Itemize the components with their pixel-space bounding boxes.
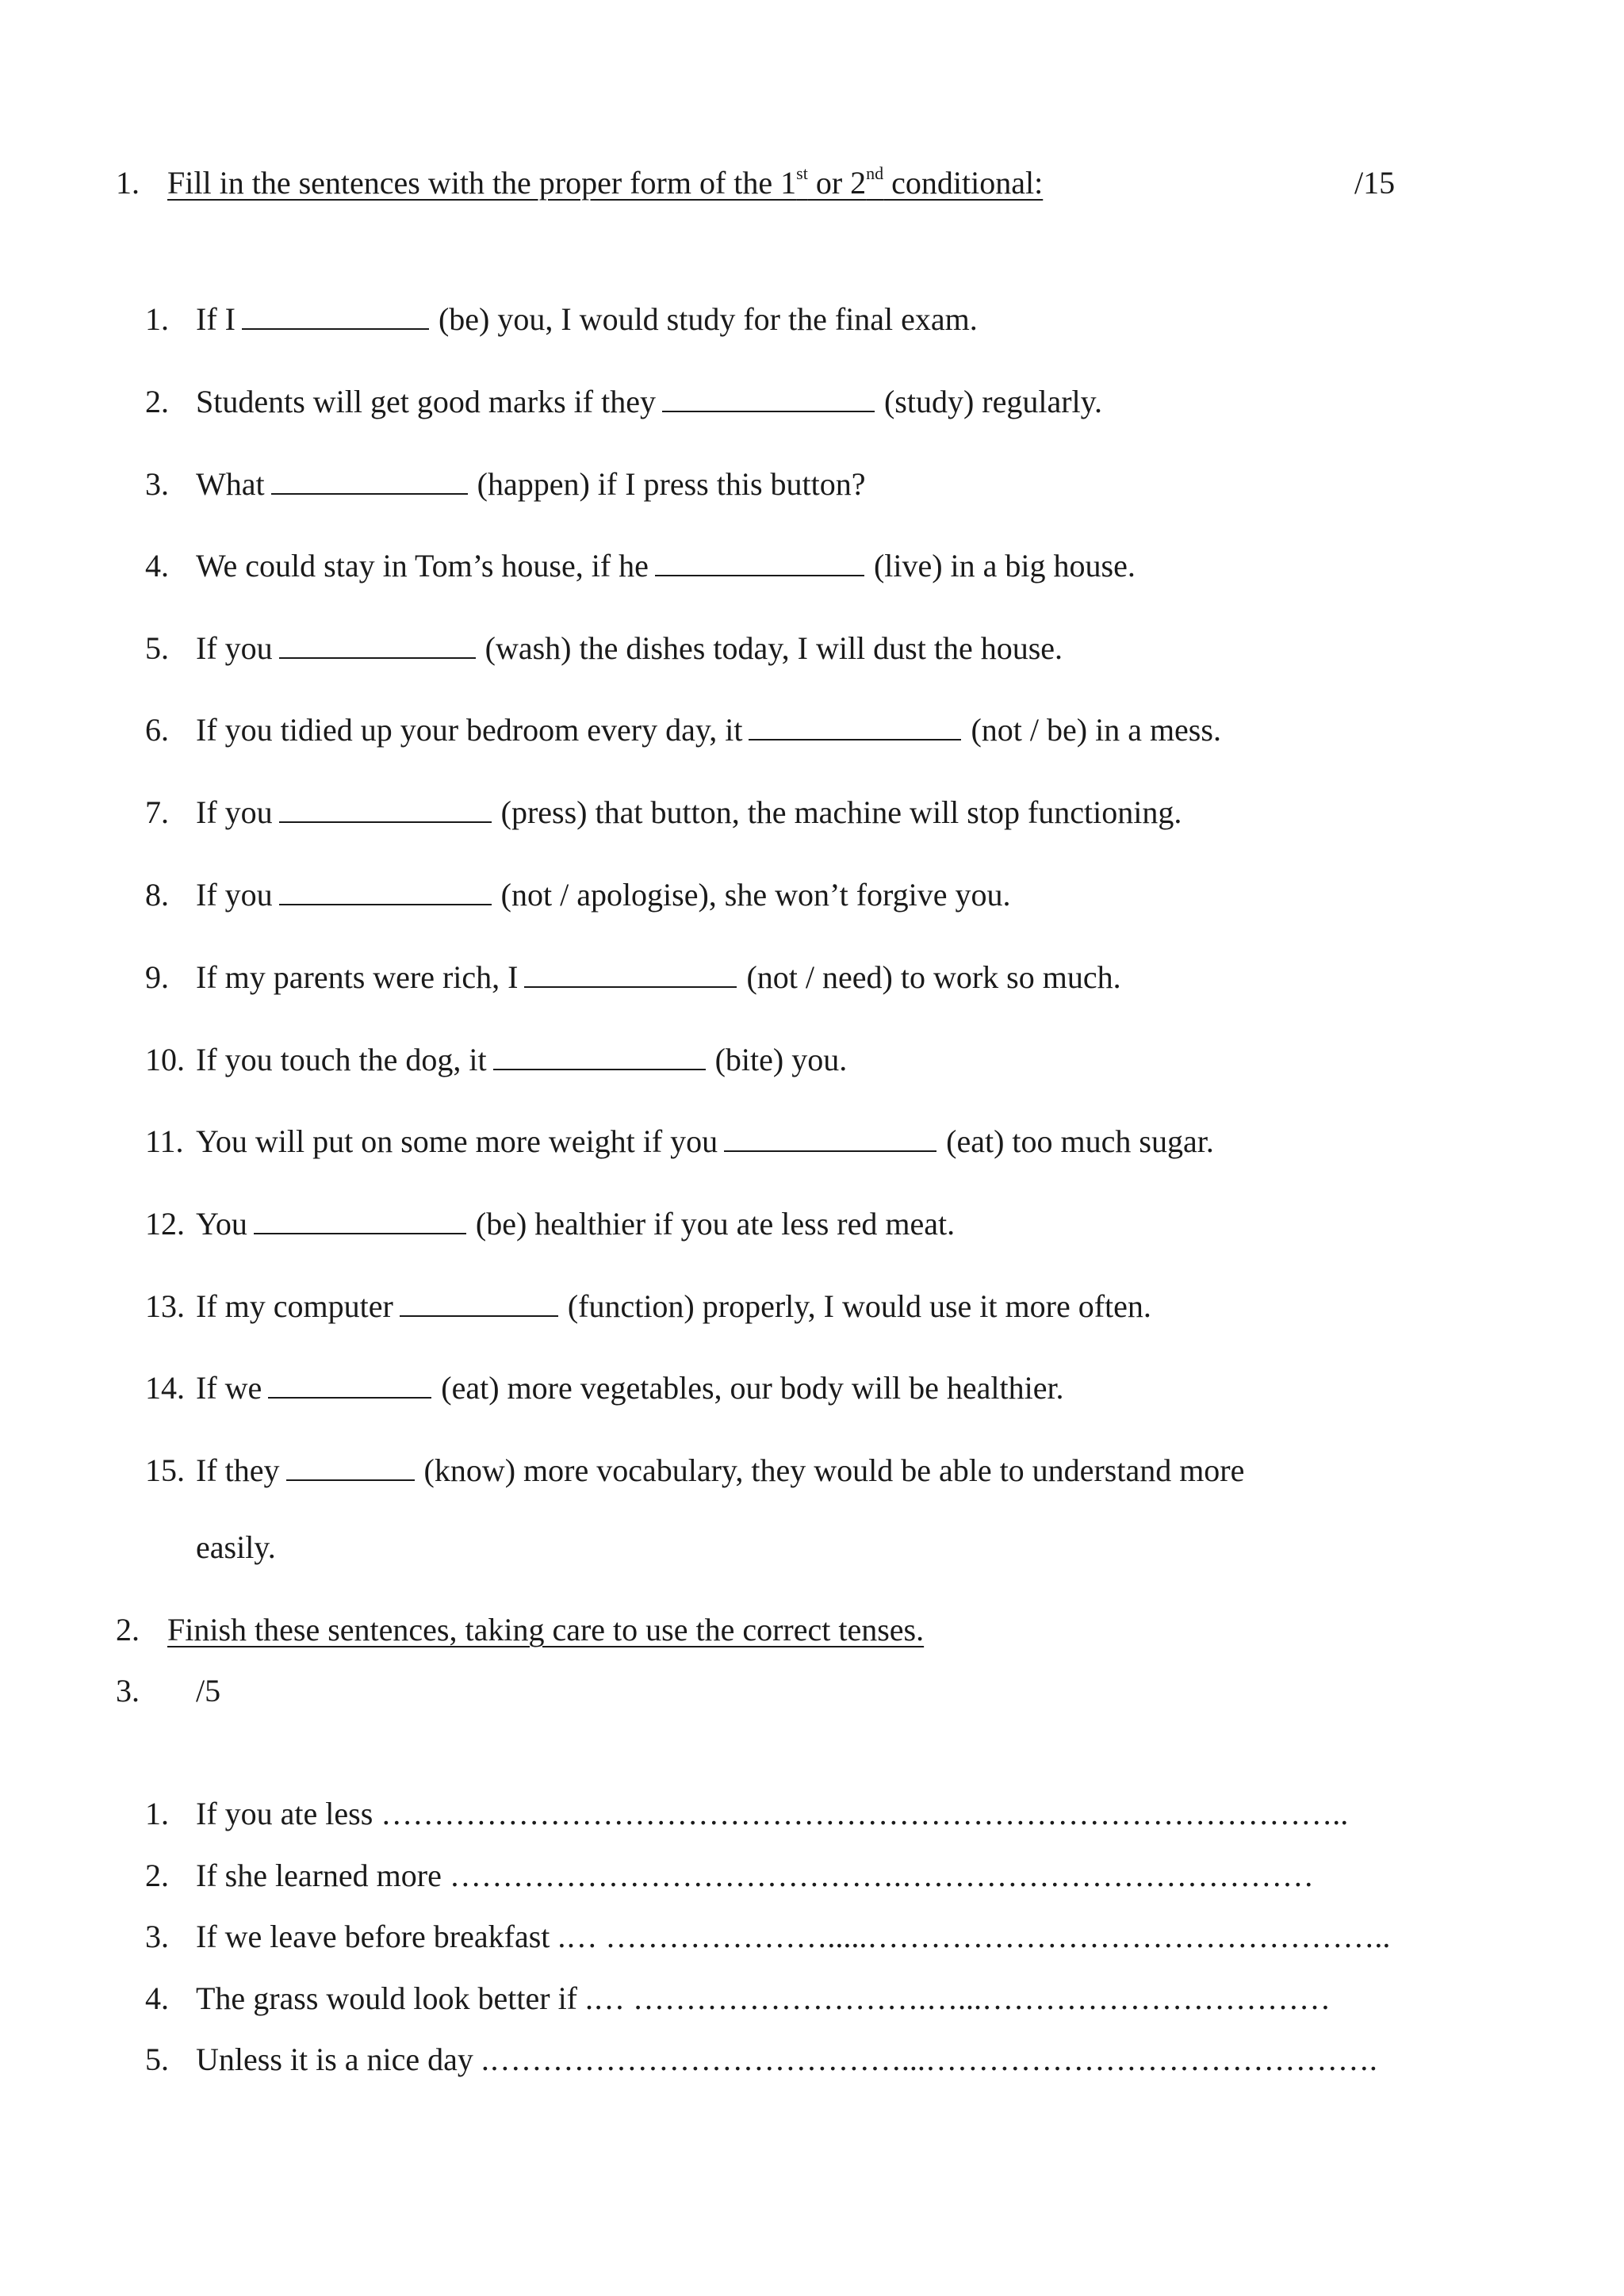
answer-blank[interactable] [493,1042,706,1070]
fill-in-item [145,877,1011,911]
item-number: 2. [145,384,169,419]
item-text-after: (bite) you. [714,1042,848,1077]
item-number: 5. [145,630,169,666]
completion-text[interactable]: Unless it is a nice day .…………………………………...……………………………………. [196,2042,1377,2077]
item-text-after: (study) regularly. [883,384,1103,419]
answer-blank[interactable] [724,1123,936,1152]
completion-item [145,1980,1331,2016]
answer-blank[interactable] [271,466,468,495]
item-text-after: (know) more vocabulary, they would be able to understand more [423,1452,1245,1488]
item-text-before: You will put on some more weight if you [196,1123,718,1159]
answer-blank[interactable] [400,1288,558,1317]
item-text-before: If you tidied up your bedroom every day, it [196,712,743,748]
item-text-before: We could stay in Tom’s house, if he [196,548,649,584]
completion-text[interactable]: The grass would look better if .… ……………………….…...…………………………… [196,1980,1331,2016]
fill-in-item [145,1123,1214,1158]
item-text-before: If my computer [196,1288,393,1324]
fill-in-item [145,1452,1244,1487]
item-text-after: (press) that button, the machine will stop functioning. [500,794,1182,830]
item-text-after: (wash) the dishes today, I will dust the house. [485,630,1063,666]
item-number: 3. [145,466,169,502]
item-text-before: What [196,466,265,502]
item-text-before: You [196,1206,247,1242]
item-number: 4. [145,548,169,584]
item-number: 6. [145,712,169,748]
fill-in-item [145,384,1102,418]
fill-in-item [145,1206,955,1240]
completion-text[interactable]: If she learned more …………………………………….………………………………… [196,1858,1314,1893]
item-text-before: If you touch the dog, it [196,1042,487,1077]
item-text-before: If you [196,794,273,830]
fill-in-item [145,1042,847,1076]
answer-blank[interactable] [242,301,429,330]
item-text-after: (not / be) in a mess. [971,712,1221,748]
item-text-after: (happen) if I press this button? [477,466,866,502]
answer-blank[interactable] [662,384,875,412]
section3-number: 3. [116,1673,140,1709]
item-text-after: (not / need) to work so much. [746,959,1121,995]
item-text-after: (live) in a big house. [873,548,1136,584]
section1-instruction: Fill in the sentences with the proper form of the 1st or 2nd conditional: [167,163,1044,201]
item-text-after: (eat) too much sugar. [946,1123,1214,1159]
item-text-after: (function) properly, I would use it more often. [567,1288,1151,1324]
fill-in-item [145,959,1121,993]
item-number: 9. [145,959,169,995]
item-text-before: If they [196,1452,280,1488]
item-number: 5. [145,2042,169,2077]
item-number: 12. [145,1206,185,1242]
item-number: 14. [145,1370,185,1406]
answer-blank[interactable] [279,630,476,659]
item-text-before: Students will get good marks if they [196,384,656,419]
completion-item [145,1798,1348,1830]
fill-in-item [145,301,978,335]
section2-instruction: Finish these sentences, taking care to use the correct tenses. [167,1612,925,1647]
answer-blank[interactable] [268,1370,431,1399]
fill-in-item [145,630,1063,664]
item-number: 15. [145,1452,185,1488]
answer-blank[interactable] [279,877,492,905]
fill-in-item [145,794,1182,828]
item-number: 1. [145,1796,169,1831]
item-number: 2. [145,1858,169,1893]
item-text-before: If I [196,301,236,337]
section2-number: 2. [116,1612,140,1647]
completion-item [145,2044,1377,2076]
fill-in-item [145,1288,1151,1322]
fill-in-item [145,712,1221,746]
item15-continuation: easily. [196,1529,276,1565]
answer-blank[interactable] [279,794,492,823]
item-text-before: If my parents were rich, I [196,959,519,995]
answer-blank[interactable] [655,548,864,576]
item-number: 1. [145,301,169,337]
section1-score: /15 [1354,165,1396,201]
item-text-before: If you [196,630,273,666]
item-number: 4. [145,1980,169,2016]
item-number: 10. [145,1042,185,1077]
answer-blank[interactable] [749,712,961,740]
section1-number: 1. [116,165,140,201]
item-number: 7. [145,794,169,830]
item-number: 11. [145,1123,184,1159]
completion-text[interactable]: If you ate less ……………………………………………………………………………….. [196,1796,1349,1831]
fill-in-item [145,466,866,500]
item-number: 3. [145,1919,169,1954]
fill-in-item [145,1370,1064,1404]
item-text-after: (not / apologise), she won’t forgive you. [500,877,1011,913]
item-number: 13. [145,1288,185,1324]
item-text-after: (be) you, I would study for the final exam. [438,301,978,337]
item-number: 8. [145,877,169,913]
section3-score: /5 [196,1673,221,1709]
item-text-before: If we [196,1370,262,1406]
completion-text[interactable]: If we leave before breakfast .… ………………….....………………………………………….. [196,1919,1391,1954]
fill-in-item [145,548,1136,582]
completion-item [145,1860,1314,1892]
item-text-before: If you [196,877,273,913]
item-text-after: (eat) more vegetables, our body will be healthier. [441,1370,1064,1406]
answer-blank[interactable] [254,1206,466,1234]
answer-blank[interactable] [286,1452,415,1481]
item-text-after: (be) healthier if you ate less red meat. [475,1206,956,1242]
answer-blank[interactable] [524,959,737,988]
completion-item [145,1921,1390,1953]
